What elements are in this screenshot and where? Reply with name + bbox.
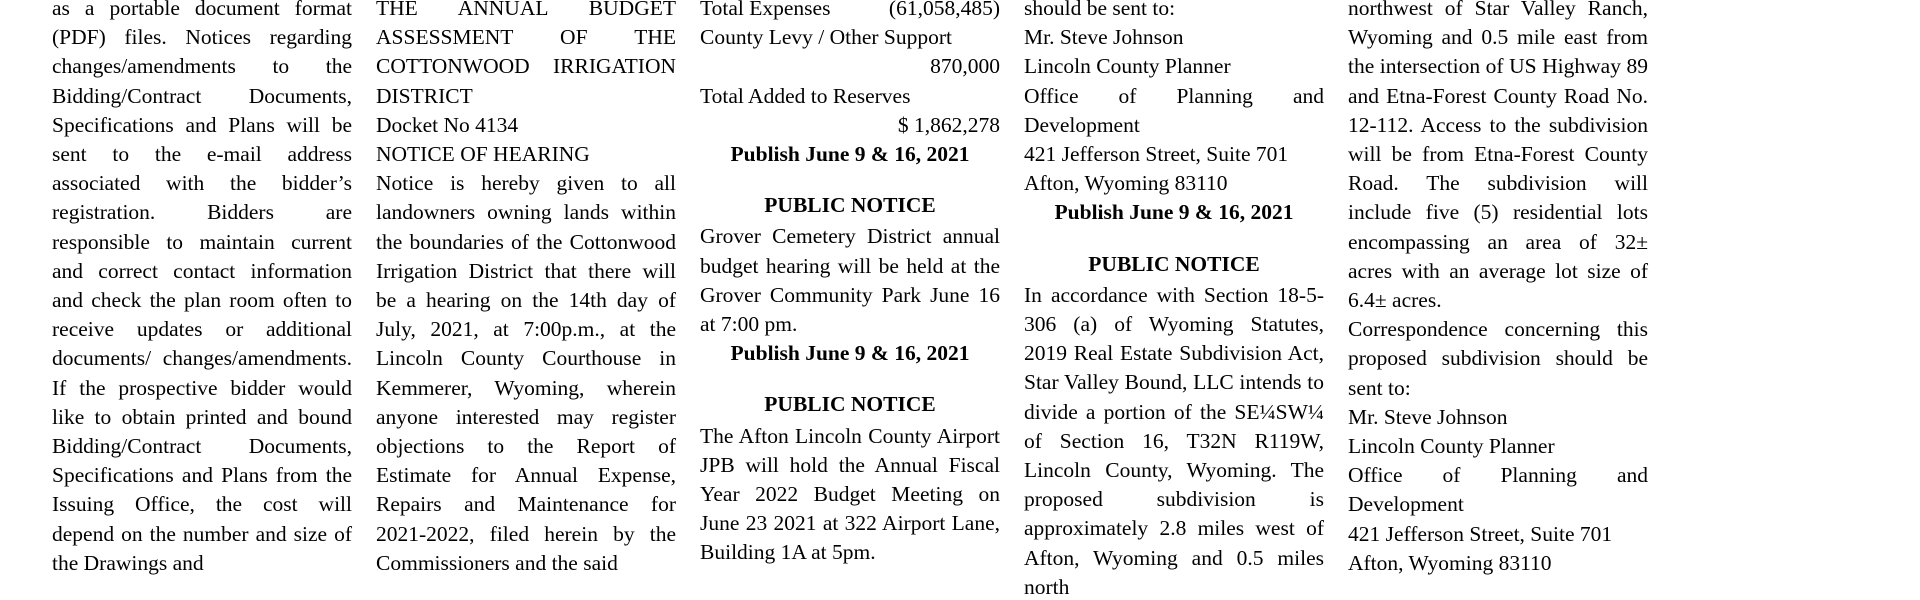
text-column-2 (364, 0, 688, 600)
publish-line: Publish June 9 & 16, 2021 (730, 142, 970, 167)
budget-line-total-expenses (700, 0, 1000, 23)
text-column-4 (1012, 0, 1336, 600)
budget-value-total-reserves: $ 1,862,278 (897, 112, 1000, 137)
paragraph: northwest of Star Valley Ranch, Wyoming and 0.5 mile east from the intersection of US Highway 89 and Etna-Forest County Road No. 12-112. Access to the subdivision will be from Etna-Forest County Road. The subdivision will include five (5) residential lots encompassing an area of 32± acres with an average lot size of 6.4± acres. (1348, 0, 1648, 313)
paragraph: Notice is hereby given to all landowners owning lands within the boundaries of the Cottonwood Irrigation District that there will be a hearing on the 14th day of July, 2021, at 7:00p.m., at the Lincoln County Courthouse in Kemmerer, Wyoming, wherein anyone interested may register objections to the Report of Estimate for Annual Expense, Repairs and Maintenance for 2021-2022, filed herein by the Commissioners and the said (376, 171, 676, 575)
notice-subtitle: NOTICE OF HEARING (376, 142, 590, 167)
contact-address: 421 Jefferson Street, Suite 701 (1024, 142, 1289, 167)
contact-city-state-zip: Afton, Wyoming 83110 (1348, 550, 1552, 575)
docket-number: Docket No 4134 (376, 112, 519, 137)
contact-city-state-zip: Afton, Wyoming 83110 (1024, 171, 1228, 196)
public-notice-heading: PUBLIC NOTICE (764, 193, 936, 218)
paragraph: as a portable document format (PDF) files. Notices regarding changes/amendments to the Bidding/Contract Documents, Specifications and Plans will be sent to the e-mail address associated with the bidder’s registration. Bidders are responsible to maintain current and correct contact information and check the plan room often to receive updates or additional documents/ changes/amendments. If the prospective bidder would like to obtain printed and bound Bidding/Contract Documents, Specifications and Plans from the Issuing Office, the cost will depend on the number and size of the Drawings and (52, 0, 352, 575)
budget-value: (61,058,485) (888, 0, 1000, 20)
paragraph: Grover Cemetery District annual budget hearing will be held at the Grover Community Park June 16 at 7:00 pm. (700, 224, 1000, 337)
contact-office: Office of Planning and Development (1348, 463, 1648, 517)
text-column-1 (40, 0, 364, 600)
publish-line: Publish June 9 & 16, 2021 (1054, 200, 1294, 225)
paragraph: should be sent to: (1024, 0, 1176, 20)
paragraph: The Afton Lincoln County Airport JPB will hold the Annual Fiscal Year 2022 Budget Meeting on June 23 2021 at 322 Airport Lane, Building 1A at 5pm. (700, 423, 1000, 565)
budget-value-county-levy: 870,000 (930, 54, 1000, 79)
public-notice-heading: PUBLIC NOTICE (1088, 251, 1260, 276)
public-notice-heading: PUBLIC NOTICE (764, 392, 936, 417)
budget-label-county-levy: County Levy / Other Support (700, 25, 953, 50)
paragraph: Correspondence concerning this proposed subdivision should be sent to: (1348, 317, 1648, 400)
budget-label-total-reserves: Total Added to Reserves (700, 83, 911, 108)
contact-title: Lincoln County Planner (1348, 434, 1555, 459)
paragraph: In accordance with Section 18-5-306 (a) of Wyoming Statutes, 2019 Real Estate Subdivision Act, Star Valley Bound, LLC intends to divide a portion of the SE¼SW¼ of Section 16, T32N R119W, Lincoln County, Wyoming. The proposed subdivision is approximately 2.8 miles west of Afton, Wyoming and 0.5 miles north (1024, 282, 1324, 599)
notice-title: THE ANNUAL BUDGET ASSESSMENT OF THE COTTONWOOD IRRIGATION DISTRICT (376, 0, 676, 108)
contact-name: Mr. Steve Johnson (1024, 25, 1184, 50)
text-column-3 (688, 0, 1012, 600)
text-column-5 (1336, 0, 1660, 600)
contact-title: Lincoln County Planner (1024, 54, 1231, 79)
budget-label: Total Expenses (700, 0, 831, 20)
contact-address: 421 Jefferson Street, Suite 701 (1348, 521, 1613, 546)
contact-office: Office of Planning and Development (1024, 83, 1324, 137)
publish-line: Publish June 9 & 16, 2021 (730, 341, 970, 366)
contact-name: Mr. Steve Johnson (1348, 404, 1508, 429)
